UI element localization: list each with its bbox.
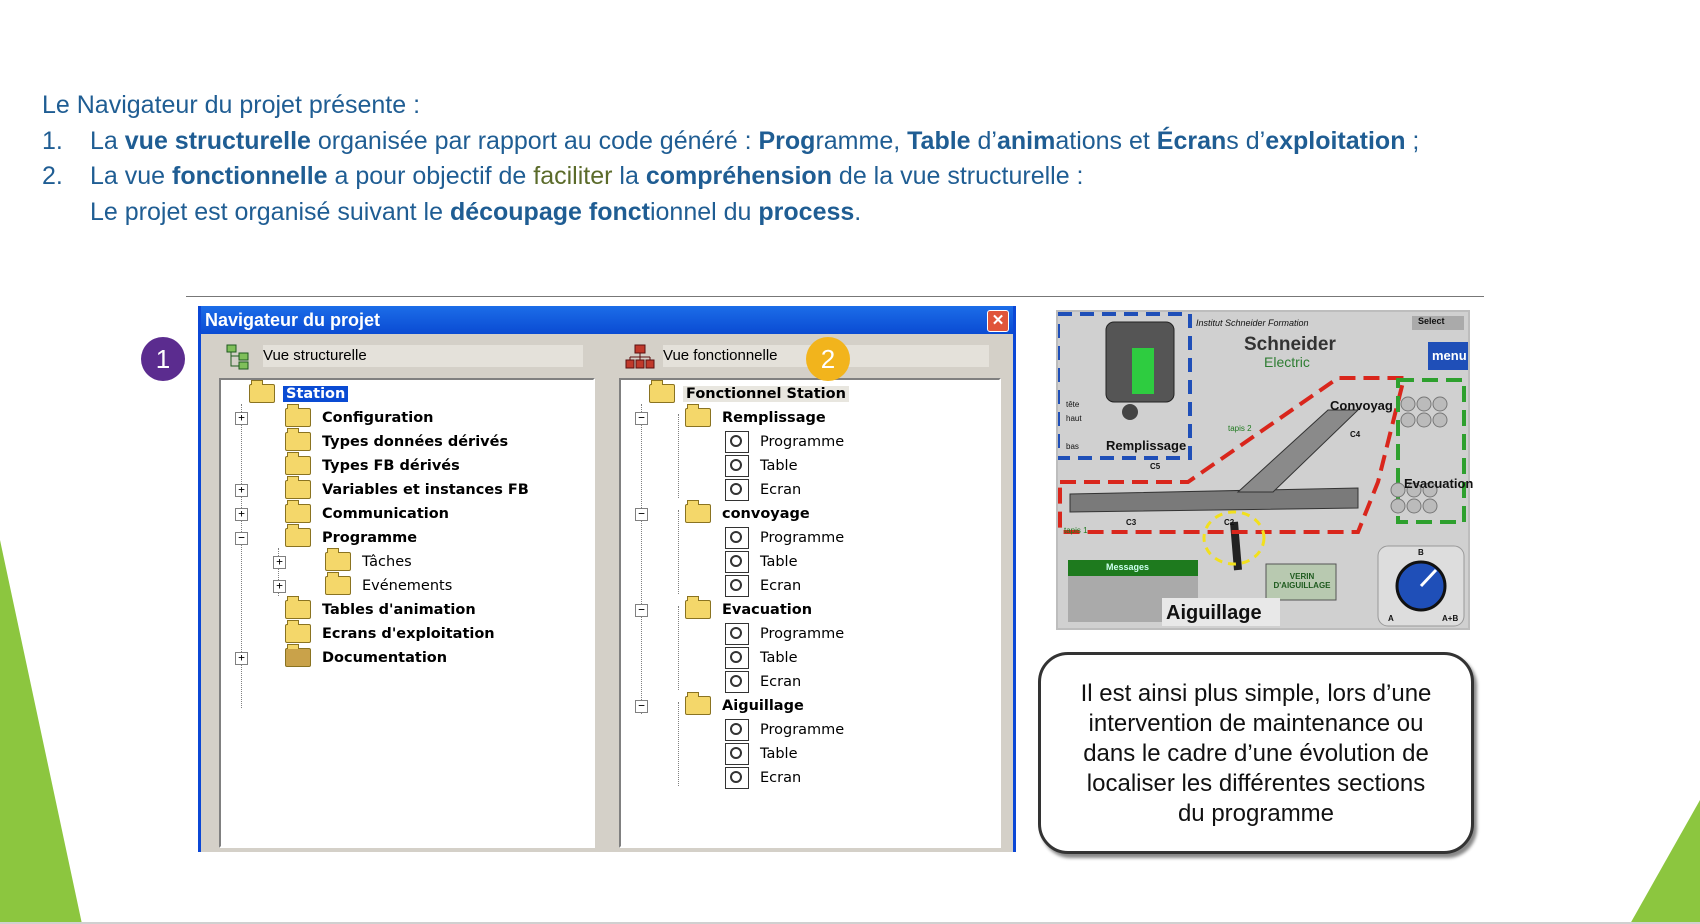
open-folder-icon	[685, 408, 711, 427]
intro-lead: Le Navigateur du projet présente :	[42, 91, 421, 119]
tree-item-programme[interactable]: Programme	[285, 526, 420, 550]
badge-functional: 2	[806, 337, 850, 381]
tree-item-ecran[interactable]: Ecran	[725, 574, 804, 598]
knob-label-b: B	[1418, 548, 1424, 557]
label-tete: tête	[1066, 400, 1080, 409]
process-diagram	[1058, 312, 1468, 628]
expand-toggle[interactable]: +	[235, 484, 248, 497]
folder-icon	[285, 624, 311, 643]
expand-toggle[interactable]: +	[273, 580, 286, 593]
magnifier-icon	[725, 623, 749, 645]
tree-item-ecran[interactable]: Ecran	[725, 766, 804, 790]
tree-item-remplissage[interactable]: Remplissage	[685, 406, 829, 430]
intro-item-1: 1. La vue structurelle organisée par rapport au code généré : Programme, Table d’animations et Écrans d’exploitation ;	[42, 126, 1420, 155]
structural-tree-pane[interactable]	[219, 378, 595, 848]
navigator-title-bar[interactable]	[201, 306, 1013, 334]
functional-tree-icon	[625, 344, 655, 370]
tree-item-functional-station[interactable]: Fonctionnel Station	[649, 382, 849, 406]
navigator-title: Navigateur du projet	[205, 310, 381, 330]
label-verin: VERIN D'AIGUILLAGE	[1273, 572, 1331, 590]
tree-item-variables[interactable]: Variables et instances FB	[285, 478, 532, 502]
collapse-toggle[interactable]: −	[635, 700, 648, 713]
open-folder-icon	[285, 528, 311, 547]
functional-view-label: Vue fonctionnelle	[663, 345, 989, 367]
folder-icon	[325, 576, 351, 595]
collapse-toggle[interactable]: −	[235, 532, 248, 545]
tree-item-programme[interactable]: Programme	[725, 622, 847, 646]
magnifier-icon	[725, 431, 749, 453]
label-c5: C5	[1150, 462, 1161, 471]
label-convoyage: Convoyag	[1330, 398, 1393, 413]
expand-toggle[interactable]: +	[235, 508, 248, 521]
brand-schneider: Schneider	[1244, 334, 1336, 355]
label-tapis1: tapis 1	[1064, 526, 1088, 535]
tree-item-table[interactable]: Table	[725, 550, 801, 574]
tree-item-configuration[interactable]: Configuration	[285, 406, 437, 430]
expand-toggle[interactable]: +	[235, 412, 248, 425]
functional-tree-pane[interactable]	[619, 378, 1001, 848]
label-haut: haut	[1066, 414, 1082, 423]
tree-guide-line	[641, 404, 642, 714]
tree-item-taches[interactable]: Tâches	[325, 550, 415, 574]
intro-item-2-continuation: Le projet est organisé suivant le découpage fonctionnel du process.	[90, 197, 862, 226]
structural-tree-icon	[225, 344, 255, 370]
institute-label: Institut Schneider Formation	[1196, 318, 1309, 328]
magnifier-icon	[725, 527, 749, 549]
expand-toggle[interactable]: +	[273, 556, 286, 569]
open-folder-icon	[649, 384, 675, 403]
structural-view-label: Vue structurelle	[263, 345, 583, 367]
folder-icon	[285, 504, 311, 523]
operator-screen-picture	[1056, 310, 1474, 630]
documentation-icon	[285, 648, 311, 667]
callout-text: Il est ainsi plus simple, lors d’une intervention de maintenance ou dans le cadre d’une évolution de localiser les différentes sections du programme	[1080, 680, 1432, 827]
magnifier-icon	[725, 647, 749, 669]
close-button[interactable]: ✕	[987, 310, 1009, 332]
open-folder-icon	[685, 696, 711, 715]
tree-item-table[interactable]: Table	[725, 646, 801, 670]
tree-item-programme[interactable]: Programme	[725, 430, 847, 454]
tree-item-ecran[interactable]: Ecran	[725, 478, 804, 502]
label-remplissage: Remplissage	[1106, 438, 1187, 453]
project-navigator-window	[198, 306, 1016, 852]
label-c2: C2	[1224, 518, 1235, 527]
tree-item-documentation[interactable]: Documentation	[285, 646, 450, 670]
tree-guide-line	[678, 702, 679, 786]
tree-item-ecran[interactable]: Ecran	[725, 670, 804, 694]
tree-item-derived-data-types[interactable]: Types données dérivés	[285, 430, 511, 454]
explanation-callout	[1038, 652, 1474, 854]
open-folder-icon	[685, 504, 711, 523]
label-evacuation: Evacuation	[1404, 476, 1474, 491]
tree-item-communication[interactable]: Communication	[285, 502, 452, 526]
label-messages: Messages	[1106, 562, 1150, 572]
magnifier-icon	[725, 743, 749, 765]
folder-icon	[285, 408, 311, 427]
brand-electric: Electric	[1264, 354, 1310, 370]
tree-item-table[interactable]: Table	[725, 742, 801, 766]
collapse-toggle[interactable]: −	[635, 604, 648, 617]
slide-decor-right	[1630, 800, 1700, 924]
intro-item-2: 2. La vue fonctionnelle a pour objectif de faciliter la compréhension de la vue structurelle :	[42, 162, 1084, 190]
magnifier-icon	[725, 455, 749, 477]
collapse-toggle[interactable]: −	[635, 508, 648, 521]
magnifier-icon	[725, 551, 749, 573]
slide-decor-left	[0, 540, 90, 924]
tree-item-convoyage[interactable]: convoyage	[685, 502, 813, 526]
magnifier-icon	[725, 575, 749, 597]
magnifier-icon	[725, 671, 749, 693]
menu-button: menu	[1432, 348, 1467, 363]
open-folder-icon	[685, 600, 711, 619]
magnifier-icon	[725, 719, 749, 741]
tree-item-programme[interactable]: Programme	[725, 526, 847, 550]
label-c4: C4	[1350, 430, 1361, 439]
tree-item-evacuation[interactable]: Evacuation	[685, 598, 815, 622]
tree-guide-line	[678, 606, 679, 690]
tree-guide-line	[678, 414, 679, 498]
folder-icon	[285, 456, 311, 475]
label-aiguillage: Aiguillage	[1166, 602, 1262, 624]
knob-label-a: A	[1388, 614, 1394, 623]
select-label: Select	[1418, 316, 1445, 326]
magnifier-icon	[725, 767, 749, 789]
badge-structural: 1	[141, 337, 185, 381]
structural-view-header[interactable]	[219, 340, 595, 372]
separator-line	[186, 296, 1484, 297]
tree-guide-line	[678, 510, 679, 594]
tree-item-programme[interactable]: Programme	[725, 718, 847, 742]
folder-icon	[285, 432, 311, 451]
label-c3: C3	[1126, 518, 1137, 527]
tree-item-animation-tables[interactable]: Tables d'animation	[285, 598, 479, 622]
expand-toggle[interactable]: +	[235, 652, 248, 665]
folder-icon	[325, 552, 351, 571]
tree-item-station[interactable]: Station	[249, 382, 348, 406]
knob-label-aplusb: A+B	[1442, 614, 1459, 623]
folder-icon	[285, 600, 311, 619]
collapse-toggle[interactable]: −	[635, 412, 648, 425]
folder-icon	[285, 480, 311, 499]
tree-item-aiguillage[interactable]: Aiguillage	[685, 694, 807, 718]
open-folder-icon	[249, 384, 275, 403]
intro-text	[42, 88, 1662, 230]
tree-item-evenements[interactable]: Evénements	[325, 574, 455, 598]
tree-item-operator-screens[interactable]: Ecrans d'exploitation	[285, 622, 498, 646]
tree-item-table[interactable]: Table	[725, 454, 801, 478]
tree-item-derived-fb-types[interactable]: Types FB dérivés	[285, 454, 463, 478]
label-bas: bas	[1066, 442, 1079, 451]
label-tapis2: tapis 2	[1228, 424, 1252, 433]
magnifier-icon	[725, 479, 749, 501]
